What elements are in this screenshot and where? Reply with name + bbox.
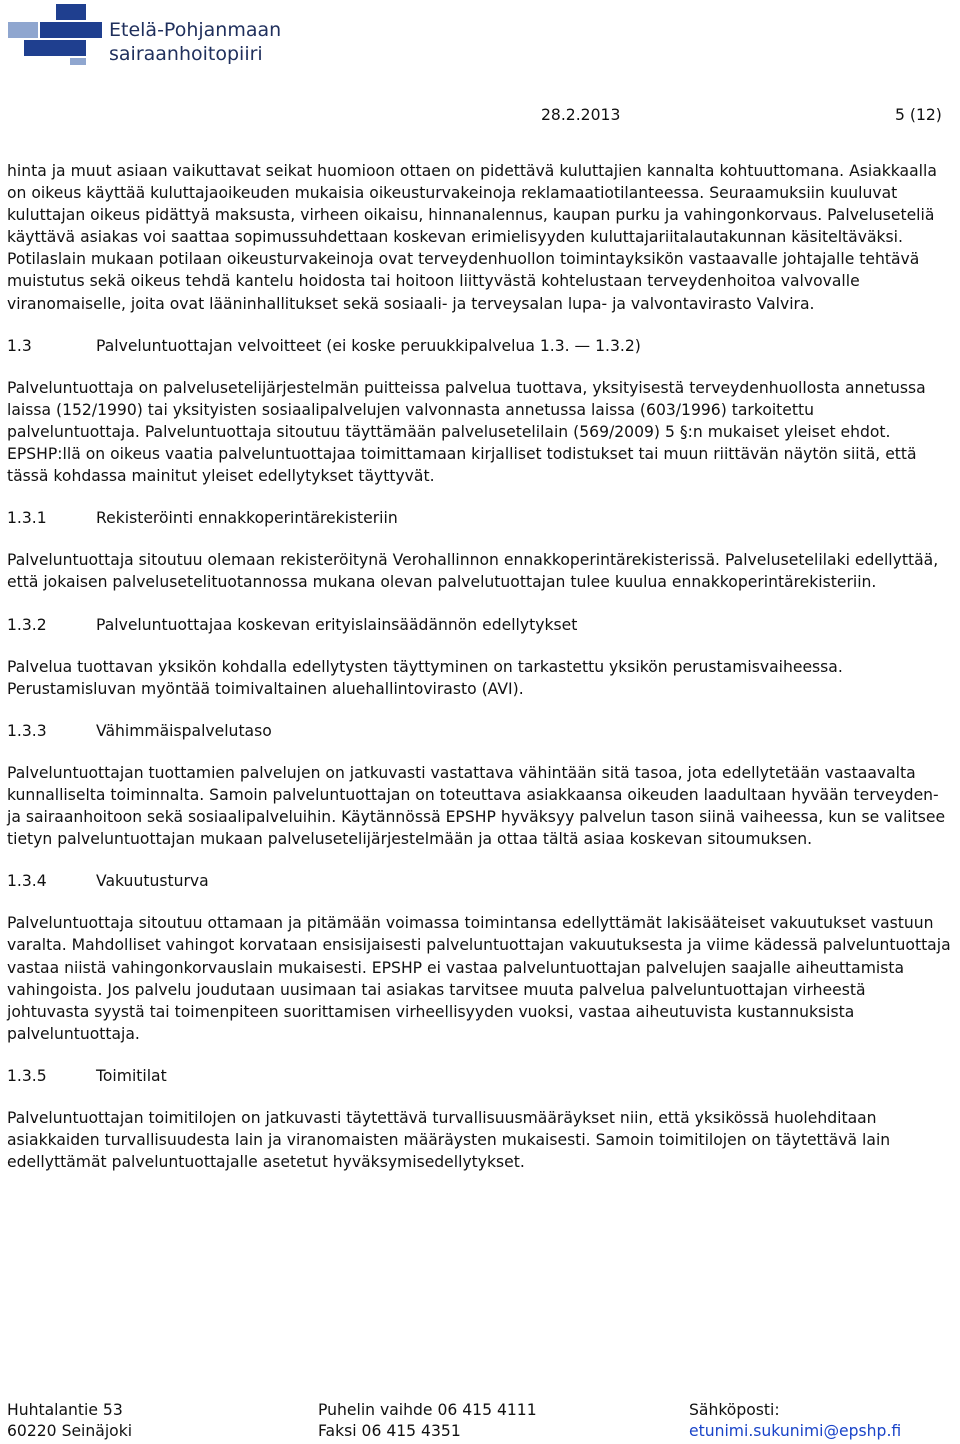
section-number: 1.3.5 (7, 1066, 47, 1085)
section-title: Palveluntuottajaa koskevan erityislainsäädännön edellytykset (96, 615, 578, 634)
page-number: 5 (12) (895, 106, 942, 124)
section-heading-1-3-2 (7, 614, 951, 636)
footer-phone: Puhelin vaihde 06 415 4111 (318, 1401, 537, 1419)
document-body (7, 160, 951, 1173)
footer-street: Huhtalantie 53 (7, 1401, 123, 1419)
section-title: Toimitilat (96, 1066, 167, 1085)
section-text-1-3-1: Palveluntuottaja sitoutuu olemaan rekisteröitynä Verohallinnon ennakkoperintärekisterissä. Palvelusetelilaki edellyttää, että jokaisen palvelusetelituotannossa mukana olevan palvelutuottajan tulee kuulua ennakkoperintärekisteriin. (7, 551, 939, 592)
section-title: Vakuutusturva (96, 872, 209, 891)
logo-line-1: Etelä-Pohjanmaan (109, 19, 282, 41)
logo-mark-icon (6, 2, 106, 66)
paragraph-consumer-rights: hinta ja muut asiaan vaikuttavat seikat huomioon ottaen on pidettävä kuluttajien kannalta kohtuuttomana. Asiakkaalla on oikeus käyttää kuluttajaoikeuden mukaisia oikeusturvakeinoja reklamaatiotilanteessa. Seuraamuksiin kuuluvat kuluttajan oikeus pidättyä maksusta, virheen oikaisu, hinnanalennus, kaupan purku ja vahingonkorvaus. Palveluseteliä käyttävä asiakas voi saattaa sopimussuhdettaan koskevan erimielisyyden kuluttajariitalautakunnan käsiteltäväksi. (7, 162, 937, 247)
hospital-district-logo (6, 2, 306, 68)
document-date: 28.2.2013 (541, 106, 621, 124)
section-heading-1-3-3 (7, 720, 951, 742)
section-title: Palveluntuottajan velvoitteet (ei koske peruukkipalvelua 1.3. — 1.3.2) (96, 336, 641, 355)
footer-postal: 60220 Seinäjoki (7, 1422, 133, 1440)
section-heading-1-3-5 (7, 1065, 951, 1087)
section-heading-1-3 (7, 335, 951, 357)
footer-email-block (689, 1400, 901, 1442)
footer-email-label: Sähköposti: (689, 1401, 780, 1419)
footer-fax: Faksi 06 415 4351 (318, 1422, 461, 1440)
footer-phone-block (318, 1400, 537, 1442)
section-text-1-3: Palveluntuottaja on palvelusetelijärjestelmän puitteissa palvelua tuottava, yksityisestä terveydenhuollosta annetussa laissa (152/1990) tai yksityisten sosiaalipalvelujen valvonnasta annetussa laissa (603/1996) tarkoitettu palveluntuottaja. Palveluntuottaja sitoutuu täyttämään palvelusetelilain (569/2009) 5 §:n mukaiset yleiset ehdot. EPSHP:llä on oikeus vaatia palveluntuottajaa toimittamaan kirjalliset todistukset tai muun riittävän näytön siitä, että tässä kohdassa mainitut yleiset edellytykset täyttyvät. (7, 378, 926, 486)
section-text-1-3-2: Palvelua tuottavan yksikön kohdalla edellytysten täyttyminen on tarkastettu yksikön perustamisvaiheessa. Perustamisluvan myöntää toimivaltainen aluehallintovirasto (AVI). (7, 657, 843, 698)
section-number: 1.3.1 (7, 509, 47, 528)
section-heading-1-3-4 (7, 870, 951, 892)
section-number: 1.3.4 (7, 872, 47, 891)
section-text-1-3-5: Palveluntuottajan toimitilojen on jatkuvasti täytettävä turvallisuusmääräykset niin, että yksikössä huolehditaan asiakkaiden turvallisuudesta lain ja viranomaisten määräysten mukaisesti. Samoin toimitilojen on täytettävä lain edellyttämät palveluntuottajalle asetetut hyväksymisedellytykset. (7, 1109, 891, 1172)
footer-address (7, 1400, 132, 1442)
section-text-1-3-4: Palveluntuottaja sitoutuu ottamaan ja pitämään voimassa toimintansa edellyttämät lakisääteiset vakuutukset vastuun varalta. Mahdolliset vahingot korvataan ensisijaisesti palveluntuottajan vakuutuksesta ja viime kädessä palveluntuottaja vastaa niistä vahingonkorvauslain mukaisesti. EPSHP ei vastaa palveluntuottajan palvelujen saajalle aiheuttamista vahingoista. Jos palvelu joudutaan uusimaan tai asiakas tarvitsee muuta palvelua palveluntuottajan virheestä johtuvasta syystä tai toimenpiteen suorittamisen virheellisyyden vuoksi, vastaa aiheutuvista kustannuksista palveluntuottaja. (7, 914, 951, 1043)
paragraph-patient-law: Potilaslain mukaan potilaan oikeusturvakeinoja ovat terveydenhuollon toimintayksikön vastaavalle johtajalle tehtävä muistutus sekä oikeus tehdä kantelu hoidosta tai hoitoon liittyvästä kohtelustaan terveydenhoitoa valvovalle viranomaiselle, joita ovat lääninhallitukset sekä sosiaali- ja terveysalan lupa- ja valvontavirasto Valvira. (7, 250, 920, 313)
section-heading-1-3-1 (7, 507, 951, 529)
footer-email-link[interactable]: etunimi.sukunimi@epshp.fi (689, 1422, 902, 1440)
section-text-1-3-3: Palveluntuottajan tuottamien palvelujen on jatkuvasti vastattava vähintään sitä tasoa, jota edellytetään vastaavalta kunnalliselta toiminnalta. Samoin palveluntuottajan on toteuttava asiakkaansa oikeuden laadultaan hyvään terveyden- ja sairaanhoitoon sekä sosiaalipalveluihin. Käytännössä EPSHP hyväksyy palvelun tason siinä vaiheessa, kun se valitsee tietyn palveluntuottajan mukaan palvelusetelijärjestelmään ja ottaa tältä asiaa koskevan sitoumuksen. (7, 763, 946, 849)
section-title: Rekisteröinti ennakkoperintärekisteriin (96, 509, 398, 528)
section-number: 1.3.2 (7, 615, 47, 634)
section-number: 1.3.3 (7, 721, 47, 740)
section-title: Vähimmäispalvelutaso (96, 721, 272, 740)
section-number: 1.3 (7, 336, 32, 355)
logo-line-2: sairaanhoitopiiri (109, 43, 263, 65)
